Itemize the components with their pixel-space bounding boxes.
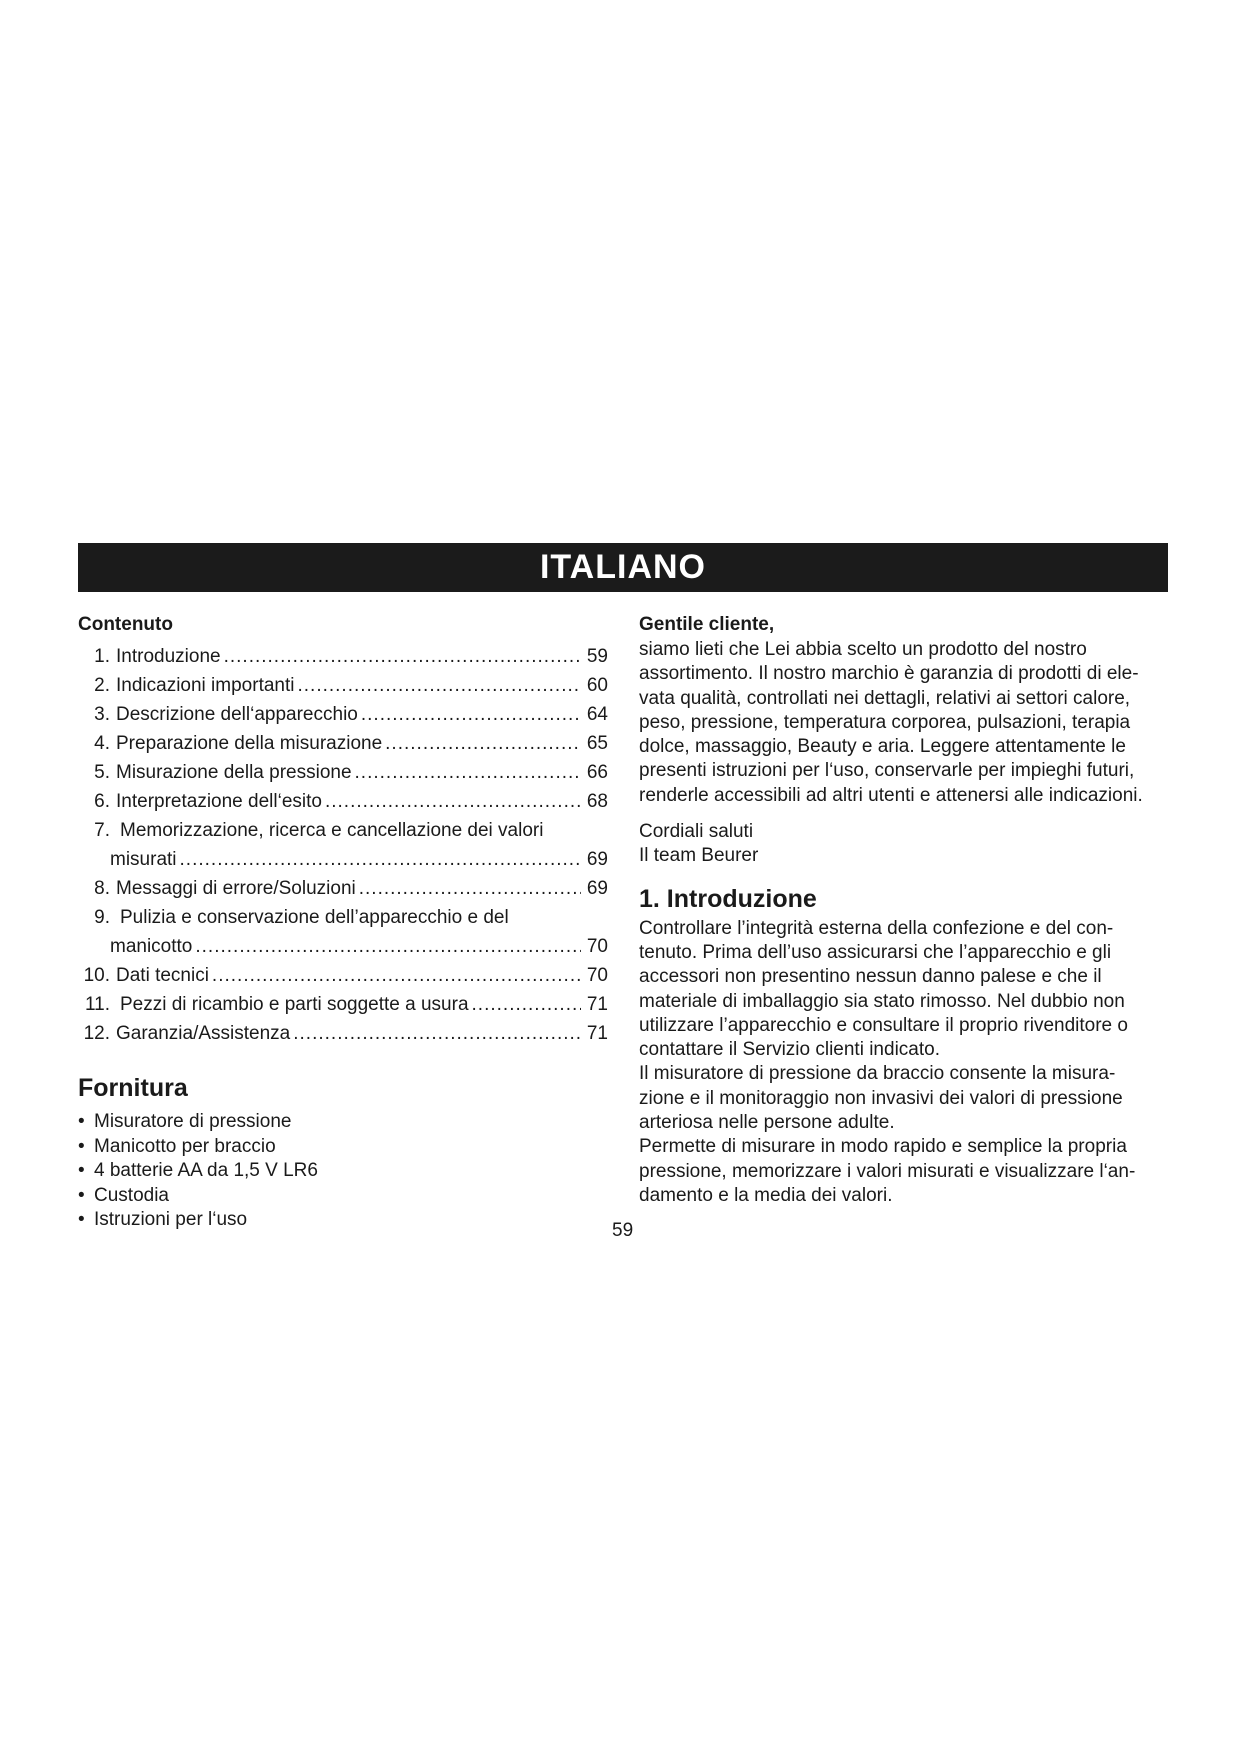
text-line: materiale di imballaggio sia stato rimosso. Nel dubbio non [639, 990, 1125, 1012]
toc-leader [472, 990, 581, 1019]
toc-leader [359, 874, 581, 903]
toc-page: 60 [586, 675, 608, 696]
toc-title: Indicazioni importanti [116, 675, 295, 696]
text-line: siamo lieti che Lei abbia scelto un prodotto del nostro [639, 639, 1087, 660]
toc-number: 12. [83, 1023, 110, 1044]
toc-item[interactable] [78, 961, 608, 990]
text-line: Controllare l’integrità esterna della confezione e del con- [639, 917, 1114, 939]
toc-title: Preparazione della misurazione [116, 733, 383, 754]
toc-leader [224, 642, 581, 671]
toc-page: 70 [586, 936, 608, 957]
text-line: arteriosa nelle persone adulte. [639, 1112, 895, 1134]
toc-number: 3. [94, 704, 110, 725]
toc-leader [180, 845, 581, 874]
supply-list [78, 1110, 608, 1233]
text-line: peso, pressione, temperatura corporea, pulsazioni, terapia [639, 711, 1131, 733]
text-line: contattare il Servizio clienti indicato. [639, 1039, 940, 1061]
left-column [78, 612, 608, 1233]
toc-page: 70 [586, 965, 608, 986]
toc-title: Introduzione [116, 646, 221, 667]
toc-item[interactable] [78, 671, 608, 700]
text-line: Permette di misurare in modo rapido e semplice la propria [639, 1136, 1127, 1158]
toc-number: 9. [94, 907, 110, 928]
signature-text: Il team Beurer [639, 845, 759, 867]
intro-heading: 1. Introduzione [639, 884, 817, 913]
toc-title: Memorizzazione, ricerca e cancellazione dei valori [120, 820, 544, 841]
page-number: 59 [612, 1220, 634, 1241]
salutation: Gentile cliente, [639, 614, 775, 635]
toc-item[interactable] [78, 700, 608, 729]
toc-item[interactable] [78, 758, 608, 787]
toc-title: Descrizione dell‘apparecchio [116, 704, 358, 725]
text-line: accessori non presentino nessun danno palese e che il [639, 966, 1102, 988]
toc-title-continued: manicotto [110, 936, 193, 957]
list-item: • Istruzioni per l‘uso [78, 1208, 608, 1233]
toc-item[interactable] [78, 903, 608, 961]
toc-leader [212, 961, 581, 990]
toc-page: 65 [586, 733, 608, 754]
list-item: • Misuratore di pressione [78, 1110, 608, 1135]
supply-heading: Fornitura [78, 1074, 188, 1102]
banner-title: ITALIANO [539, 548, 706, 586]
toc-number: 10. [83, 965, 110, 986]
toc-number: 5. [94, 762, 110, 783]
language-banner [78, 543, 1168, 592]
list-item: • Manicotto per braccio [78, 1135, 608, 1160]
toc-item[interactable] [78, 874, 608, 903]
toc-title: Interpretazione dell‘esito [116, 791, 322, 812]
toc-page: 69 [586, 878, 608, 899]
toc-number: 1. [94, 646, 110, 667]
text-line: pressione, memorizzare i valori misurati e visualizzare l‘an- [639, 1160, 1136, 1182]
toc-page: 71 [586, 1023, 608, 1044]
text-line: utilizzare l’apparecchio e consultare il proprio rivenditore o [639, 1014, 1128, 1036]
toc-title: Misurazione della pressione [116, 762, 352, 783]
toc-item[interactable] [78, 642, 608, 671]
letter-closing [639, 820, 1169, 869]
toc-title: Pezzi di ricambio e parti soggette a usura [120, 994, 469, 1015]
text-line: renderle accessibili ad altri utenti e attenersi alle indicazioni. [639, 784, 1143, 806]
toc-item[interactable] [78, 816, 608, 874]
toc-page: 64 [586, 704, 608, 725]
right-column [639, 612, 1169, 1208]
toc-leader [325, 787, 581, 816]
text-line: tenuto. Prima dell’uso assicurarsi che l’apparecchio e gli [639, 941, 1112, 963]
list-item: • Custodia [78, 1184, 608, 1209]
toc-page: 59 [586, 646, 608, 667]
toc-number: 11. [84, 994, 110, 1015]
toc-page: 71 [586, 994, 608, 1015]
toc-item[interactable] [78, 1019, 608, 1048]
toc-title: Garanzia/Assistenza [116, 1023, 291, 1044]
text-line: vata qualità, controllati nei dettagli, relativi ai settori calore, [639, 687, 1131, 709]
toc-title: Messaggi di errore/Soluzioni [116, 878, 356, 899]
table-of-contents [78, 642, 608, 1048]
toc-leader [355, 758, 581, 787]
toc-number: 8. [94, 878, 110, 899]
letter-body [639, 638, 1169, 808]
toc-item[interactable] [78, 729, 608, 758]
toc-leader [297, 671, 581, 700]
list-item: • 4 batterie AA da 1,5 V LR6 [78, 1159, 608, 1184]
toc-leader [293, 1019, 581, 1048]
contents-heading: Contenuto [78, 614, 173, 635]
toc-page: 69 [586, 849, 608, 870]
toc-page: 66 [586, 762, 608, 783]
text-line: Il misuratore di pressione da braccio consente la misura- [639, 1063, 1116, 1085]
toc-leader [195, 932, 581, 961]
closing-text: Cordiali saluti [639, 821, 754, 843]
text-line: dolce, massaggio, Beauty e aria. Leggere attentamente le [639, 736, 1126, 758]
toc-number: 2. [94, 675, 110, 696]
toc-page: 68 [586, 791, 608, 812]
text-line: damento e la media dei valori. [639, 1184, 893, 1206]
toc-number: 6. [94, 791, 110, 812]
toc-number: 4. [94, 733, 110, 754]
text-line: presenti istruzioni per l‘uso, conservarle per impieghi futuri, [639, 760, 1135, 782]
toc-item[interactable] [78, 990, 608, 1019]
intro-body [639, 917, 1169, 1209]
toc-leader [385, 729, 581, 758]
toc-item[interactable] [78, 787, 608, 816]
toc-title-continued: misurati [110, 849, 177, 870]
text-line: assortimento. Il nostro marchio è garanzia di prodotti di ele- [639, 663, 1139, 685]
text-line: zione e il monitoraggio non invasivi dei valori di pressione [639, 1087, 1123, 1109]
toc-title: Dati tecnici [116, 965, 209, 986]
toc-leader [361, 700, 581, 729]
toc-number: 7. [94, 820, 110, 841]
toc-title: Pulizia e conservazione dell’apparecchio e del [120, 907, 509, 928]
